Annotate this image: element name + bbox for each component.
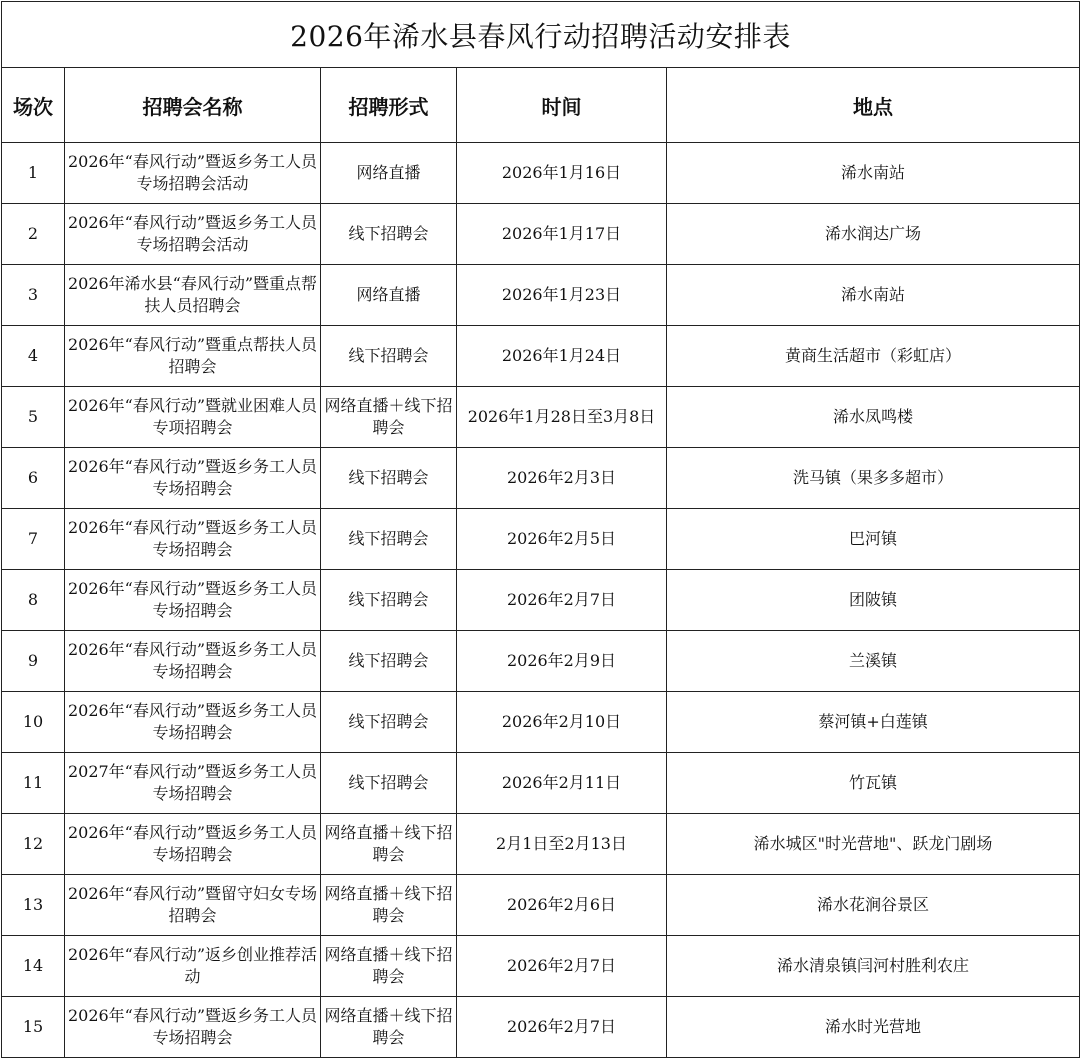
cell-name: 2026年“春风行动”暨返乡务工人员专场招聘会 xyxy=(65,509,321,570)
cell-type: 线下招聘会 xyxy=(321,631,457,692)
cell-type: 线下招聘会 xyxy=(321,692,457,753)
cell-num: 12 xyxy=(2,814,65,875)
cell-name: 2026年“春风行动”暨返乡务工人员专场招聘会 xyxy=(65,814,321,875)
cell-name: 2026年“春风行动”暨返乡务工人员专场招聘会 xyxy=(65,570,321,631)
cell-num: 11 xyxy=(2,753,65,814)
table-row xyxy=(2,692,1080,753)
cell-num: 10 xyxy=(2,692,65,753)
cell-type: 线下招聘会 xyxy=(321,448,457,509)
cell-type: 网络直播＋线下招聘会 xyxy=(321,814,457,875)
cell-type: 网络直播＋线下招聘会 xyxy=(321,936,457,997)
title-row xyxy=(2,2,1080,68)
cell-type: 线下招聘会 xyxy=(321,204,457,265)
page-title: 2026年浠水县春风行动招聘活动安排表 xyxy=(2,2,1080,68)
cell-time: 2026年2月9日 xyxy=(457,631,667,692)
table-row xyxy=(2,448,1080,509)
table-row xyxy=(2,265,1080,326)
cell-type: 线下招聘会 xyxy=(321,753,457,814)
cell-name: 2026年浠水县“春风行动”暨重点帮扶人员招聘会 xyxy=(65,265,321,326)
header-num: 场次 xyxy=(2,68,65,143)
cell-place: 洗马镇（果多多超市） xyxy=(667,448,1080,509)
cell-time: 2026年1月24日 xyxy=(457,326,667,387)
header-type: 招聘形式 xyxy=(321,68,457,143)
cell-type: 网络直播＋线下招聘会 xyxy=(321,997,457,1058)
cell-name: 2026年“春风行动”返乡创业推荐活动 xyxy=(65,936,321,997)
cell-time: 2026年2月6日 xyxy=(457,875,667,936)
cell-name: 2026年“春风行动”暨就业困难人员专项招聘会 xyxy=(65,387,321,448)
cell-place: 浠水城区"时光营地"、跃龙门剧场 xyxy=(667,814,1080,875)
cell-name: 2026年“春风行动”暨返乡务工人员专场招聘会 xyxy=(65,631,321,692)
cell-place: 浠水润达广场 xyxy=(667,204,1080,265)
cell-name: 2026年“春风行动”暨返乡务工人员专场招聘会活动 xyxy=(65,204,321,265)
cell-time: 2026年1月17日 xyxy=(457,204,667,265)
cell-place: 浠水清泉镇闫河村胜利农庄 xyxy=(667,936,1080,997)
cell-num: 15 xyxy=(2,997,65,1058)
table-row xyxy=(2,814,1080,875)
table-row xyxy=(2,570,1080,631)
header-name: 招聘会名称 xyxy=(65,68,321,143)
cell-time: 2026年2月7日 xyxy=(457,997,667,1058)
cell-name: 2026年“春风行动”暨留守妇女专场招聘会 xyxy=(65,875,321,936)
cell-name: 2026年“春风行动”暨返乡务工人员专场招聘会 xyxy=(65,692,321,753)
cell-time: 2026年2月10日 xyxy=(457,692,667,753)
cell-place: 浠水花涧谷景区 xyxy=(667,875,1080,936)
cell-time: 2026年2月5日 xyxy=(457,509,667,570)
table-row xyxy=(2,326,1080,387)
cell-type: 线下招聘会 xyxy=(321,326,457,387)
cell-name: 2026年“春风行动”暨重点帮扶人员招聘会 xyxy=(65,326,321,387)
cell-time: 2026年1月28日至3月8日 xyxy=(457,387,667,448)
cell-type: 网络直播＋线下招聘会 xyxy=(321,875,457,936)
cell-num: 2 xyxy=(2,204,65,265)
cell-place: 浠水南站 xyxy=(667,265,1080,326)
cell-place: 浠水时光营地 xyxy=(667,997,1080,1058)
cell-type: 网络直播 xyxy=(321,265,457,326)
table-row xyxy=(2,143,1080,204)
cell-num: 6 xyxy=(2,448,65,509)
header-time: 时间 xyxy=(457,68,667,143)
header-place: 地点 xyxy=(667,68,1080,143)
cell-name: 2027年“春风行动”暨返乡务工人员专场招聘会 xyxy=(65,753,321,814)
cell-place: 浠水南站 xyxy=(667,143,1080,204)
cell-place: 蔡河镇+白莲镇 xyxy=(667,692,1080,753)
cell-time: 2月1日至2月13日 xyxy=(457,814,667,875)
table-row xyxy=(2,753,1080,814)
cell-num: 1 xyxy=(2,143,65,204)
cell-place: 巴河镇 xyxy=(667,509,1080,570)
schedule-sheet xyxy=(0,1,1080,1061)
cell-type: 网络直播 xyxy=(321,143,457,204)
cell-num: 7 xyxy=(2,509,65,570)
cell-place: 兰溪镇 xyxy=(667,631,1080,692)
cell-type: 线下招聘会 xyxy=(321,509,457,570)
table-row xyxy=(2,204,1080,265)
cell-place: 黄商生活超市（彩虹店） xyxy=(667,326,1080,387)
header-row xyxy=(2,68,1080,143)
cell-time: 2026年2月7日 xyxy=(457,570,667,631)
schedule-table xyxy=(1,1,1080,1058)
table-row xyxy=(2,875,1080,936)
cell-name: 2026年“春风行动”暨返乡务工人员专场招聘会 xyxy=(65,448,321,509)
cell-num: 5 xyxy=(2,387,65,448)
cell-time: 2026年1月16日 xyxy=(457,143,667,204)
cell-type: 线下招聘会 xyxy=(321,570,457,631)
cell-time: 2026年2月7日 xyxy=(457,936,667,997)
table-row xyxy=(2,387,1080,448)
cell-time: 2026年2月3日 xyxy=(457,448,667,509)
cell-place: 浠水凤鸣楼 xyxy=(667,387,1080,448)
cell-num: 9 xyxy=(2,631,65,692)
table-row xyxy=(2,997,1080,1058)
cell-place: 竹瓦镇 xyxy=(667,753,1080,814)
cell-name: 2026年“春风行动”暨返乡务工人员专场招聘会 xyxy=(65,997,321,1058)
table-row xyxy=(2,631,1080,692)
cell-num: 13 xyxy=(2,875,65,936)
table-row xyxy=(2,509,1080,570)
cell-num: 3 xyxy=(2,265,65,326)
cell-num: 4 xyxy=(2,326,65,387)
cell-name: 2026年“春风行动”暨返乡务工人员专场招聘会活动 xyxy=(65,143,321,204)
cell-time: 2026年2月11日 xyxy=(457,753,667,814)
cell-num: 14 xyxy=(2,936,65,997)
cell-num: 8 xyxy=(2,570,65,631)
table-row xyxy=(2,936,1080,997)
cell-type: 网络直播＋线下招聘会 xyxy=(321,387,457,448)
cell-time: 2026年1月23日 xyxy=(457,265,667,326)
cell-place: 团陂镇 xyxy=(667,570,1080,631)
